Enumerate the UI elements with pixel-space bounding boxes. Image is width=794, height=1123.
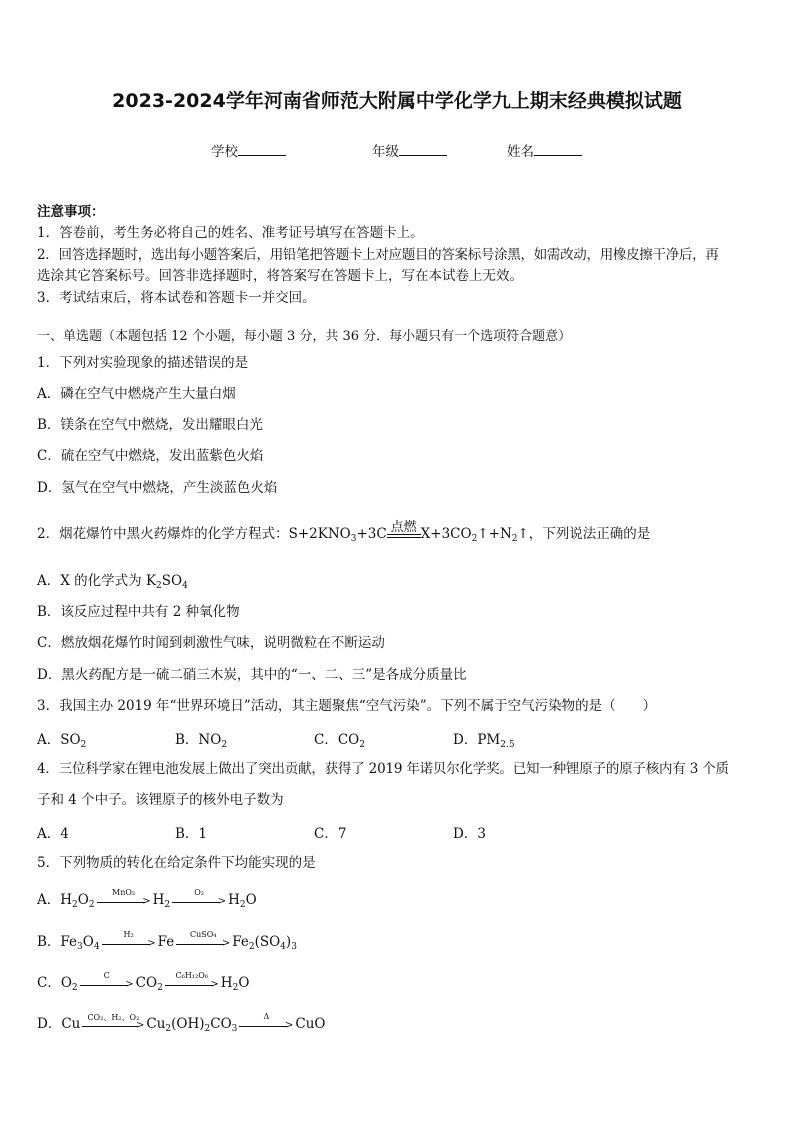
q3-option-a[interactable]: A．$SO_2$ xyxy=(37,732,87,750)
notice-heading: 注意事项： xyxy=(37,204,105,220)
q3-option-c[interactable]: C．$CO_2$ xyxy=(314,732,365,750)
reaction-arrow: MnO₂ > xyxy=(97,894,151,908)
reaction-arrow: C > xyxy=(80,977,134,991)
question-3-stem: 3．我国主办 2019 年“世界环境日”活动，其主题聚焦“空气污染”。下列不属于空气污染物的是（ ） xyxy=(37,698,657,714)
reaction-arrow: H₂ > xyxy=(102,936,156,950)
notice-item-1: 1．答卷前，考生务必将自己的姓名、准考证号填写在答题卡上。 xyxy=(37,225,424,241)
reaction-arrow: O₂ > xyxy=(172,894,226,908)
q1-option-b[interactable]: B．镁条在空气中燃烧，发出耀眼白光 xyxy=(37,417,263,433)
q2-option-b[interactable]: B．该反应过程中共有 2 种氧化物 xyxy=(37,604,240,620)
q2-option-d[interactable]: D．黑火药配方是一硫二硝三木炭，其中的“一、二、三”是各成分质量比 xyxy=(37,667,467,683)
q2-option-c[interactable]: C．燃放烟花爆竹时闻到刺激性气味，说明微粒在不断运动 xyxy=(37,635,385,651)
q1-option-c[interactable]: C．硫在空气中燃烧，发出蓝紫色火焰 xyxy=(37,448,264,464)
name-blank[interactable] xyxy=(534,142,582,156)
question-5-stem: 5．下列物质的转化在给定条件下均能实现的是 xyxy=(37,855,316,871)
q3-option-b[interactable]: B．$NO_2$ xyxy=(175,732,228,750)
grade-blank[interactable] xyxy=(399,142,447,156)
q1-option-a[interactable]: A．磷在空气中燃烧产生大量白烟 xyxy=(37,386,236,402)
reaction-equals-sign: 点燃 xyxy=(387,528,421,542)
school-field: 学校 xyxy=(211,140,286,160)
notice-item-2-cont: 选涂其它答案标号。回答非选择题时，将答案写在答题卡上，写在本试卷上无效。 xyxy=(37,268,523,284)
question-4-stem-cont: 子和 4 个中子。该锂原子的核外电子数为 xyxy=(37,792,284,808)
q1-option-d[interactable]: D．氢气在空气中燃烧，产生淡蓝色火焰 xyxy=(37,480,278,496)
q5-option-a[interactable]: A．$H_2O_2$ MnO₂ > $H_2$ O₂ > $H_2O$ xyxy=(37,887,257,910)
q5-option-d[interactable]: D．Cu CO₂、H₂、O₂ > $Cu_2(OH)_2CO_3$ Δ > CuO xyxy=(37,1011,326,1034)
q4-option-a[interactable]: A．4 xyxy=(37,826,69,842)
question-4-stem: 4．三位科学家在锂电池发展上做出了突出贡献，获得了 2019 年诺贝尔化学奖。已知一种锂原子的原子核内有 3 个质 xyxy=(37,761,729,777)
q4-option-c[interactable]: C．7 xyxy=(314,826,347,842)
question-1-stem: 1．下列对实验现象的描述错误的是 xyxy=(37,355,249,371)
reaction-arrow: Δ > xyxy=(239,1018,293,1032)
reaction-arrow: C₆H₁₂O₆ > xyxy=(165,977,219,991)
reaction-arrow: CO₂、H₂、O₂ > xyxy=(82,1018,144,1032)
q4-option-d[interactable]: D．3 xyxy=(453,826,486,842)
name-field: 姓名 xyxy=(507,140,582,160)
q3-option-d[interactable]: D．$PM_{2.5}$ xyxy=(453,732,515,750)
q5-option-c[interactable]: C．$O_2$ C > $CO_2$ C₆H₁₂O₆ > $H_2O$ xyxy=(37,970,250,993)
q2-option-a[interactable]: A．X 的化学式为 $K_2SO_4$ xyxy=(37,573,188,591)
section-heading: 一、单选题（本题包括 12 个小题，每小题 3 分，共 36 分．每小题只有一个选项符合题意） xyxy=(37,329,572,344)
notice-item-2: 2．回答选择题时，选出每小题答案后，用铅笔把答题卡上对应题目的答案标号涂黑，如需改动，用橡皮擦干净后，再 xyxy=(37,247,719,263)
grade-field: 年级 xyxy=(372,140,447,160)
exam-title: 2023-2024学年河南省师范大附属中学化学九上期末经典模拟试题 xyxy=(112,90,682,112)
q4-option-b[interactable]: B．1 xyxy=(175,826,208,842)
school-blank[interactable] xyxy=(238,142,286,156)
q5-option-b[interactable]: B．$Fe_3O_4$ H₂ > Fe CuSO₄ > $Fe_2(SO_4)_3$ xyxy=(37,929,297,952)
reaction-arrow: CuSO₄ > xyxy=(176,936,230,950)
notice-item-3: 3．考试结束后，将本试卷和答题卡一并交回。 xyxy=(37,290,316,306)
question-2-stem: 2．烟花爆竹中黑火药爆炸的化学方程式：$S+2KNO_3+3C$ 点燃 $X+3CO_2↑+N_2↑$，下列说法正确的是 xyxy=(37,519,651,544)
